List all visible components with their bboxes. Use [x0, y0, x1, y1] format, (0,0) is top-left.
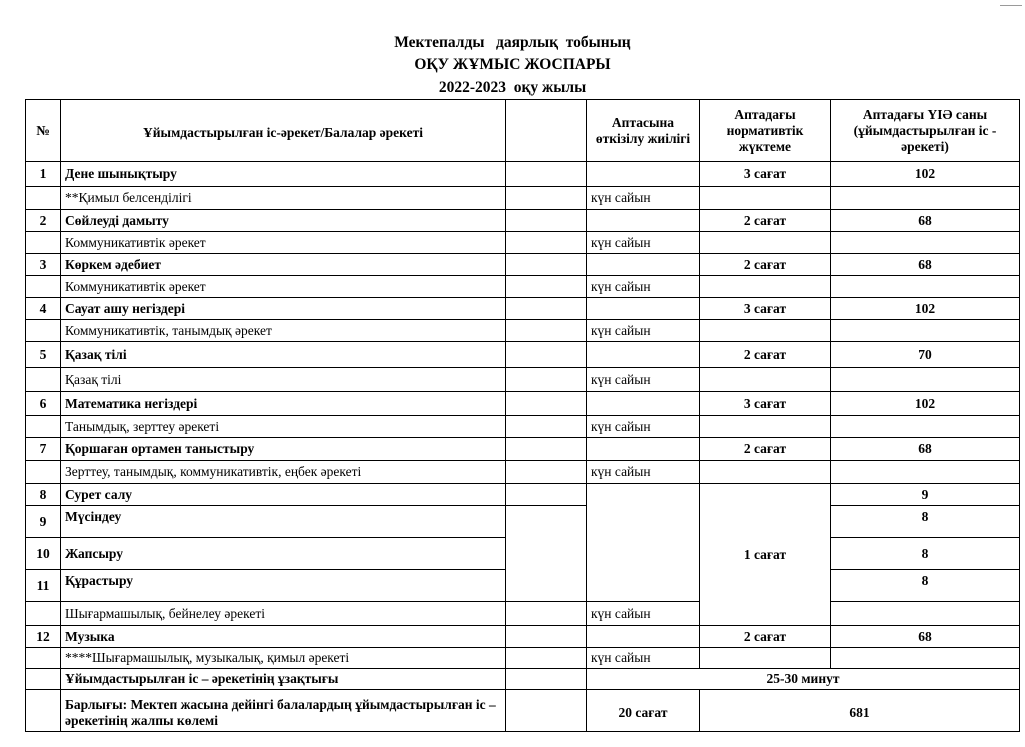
total-hours: 20 сағат — [587, 690, 700, 732]
row-sub: Қазақ тілі — [61, 368, 506, 392]
row-count: 8 — [831, 538, 1020, 570]
row-freq: күн сайын — [587, 276, 700, 298]
duration-row — [26, 669, 1020, 690]
row-name: Құрастыру — [61, 570, 506, 602]
col-header-num: № — [26, 100, 61, 162]
empty-cell — [587, 162, 700, 187]
row-name: Математика негіздері — [61, 392, 506, 416]
empty-cell — [587, 210, 700, 232]
row-num: 5 — [26, 342, 61, 368]
empty-cell — [506, 690, 587, 732]
table-row — [26, 392, 1020, 416]
total-label: Барлығы: Мектеп жасына дейінгі балалардың ұйымдастырылған іс – әрекетінің жалпы көлемі — [61, 690, 506, 732]
empty-cell — [700, 461, 831, 484]
row-load: 2 сағат — [700, 342, 831, 368]
empty-cell — [26, 461, 61, 484]
empty-cell — [831, 368, 1020, 392]
empty-cell — [831, 276, 1020, 298]
empty-cell — [506, 320, 587, 342]
col-header-norm-load: Аптадағы нормативтік жүктеме — [700, 100, 831, 162]
row-num: 2 — [26, 210, 61, 232]
duration-label: Ұйымдастырылған іс – әрекетінің ұзақтығы — [61, 669, 506, 690]
empty-cell — [506, 276, 587, 298]
empty-cell — [506, 416, 587, 438]
table-row — [26, 210, 1020, 232]
col-header-frequency: Аптасына өткізілу жиілігі — [587, 100, 700, 162]
empty-cell — [506, 648, 587, 669]
row-num: 3 — [26, 254, 61, 276]
empty-cell — [831, 187, 1020, 210]
row-count: 102 — [831, 298, 1020, 320]
row-num: 9 — [26, 506, 61, 538]
row-load: 3 сағат — [700, 298, 831, 320]
empty-cell — [587, 298, 700, 320]
row-freq: күн сайын — [587, 320, 700, 342]
col-header-empty — [506, 100, 587, 162]
table-subrow — [26, 602, 1020, 626]
empty-cell — [506, 669, 587, 690]
empty-cell — [700, 187, 831, 210]
row-num: 6 — [26, 392, 61, 416]
row-freq: күн сайын — [587, 187, 700, 210]
study-plan-table — [25, 99, 1020, 732]
row-num: 11 — [26, 570, 61, 602]
row-sub: **Қимыл белсенділігі — [61, 187, 506, 210]
row-num: 1 — [26, 162, 61, 187]
row-name: Көркем әдебиет — [61, 254, 506, 276]
empty-cell — [587, 254, 700, 276]
table-row — [26, 438, 1020, 461]
empty-cell — [506, 368, 587, 392]
empty-cell — [26, 276, 61, 298]
empty-cell — [700, 276, 831, 298]
row-freq: күн сайын — [587, 648, 700, 669]
empty-cell — [506, 602, 587, 626]
table-subrow — [26, 187, 1020, 210]
row-count: 102 — [831, 392, 1020, 416]
empty-cell — [700, 416, 831, 438]
empty-cell — [506, 392, 587, 416]
empty-cell — [26, 648, 61, 669]
row-load: 2 сағат — [700, 210, 831, 232]
total-count: 681 — [700, 690, 1020, 732]
row-num: 10 — [26, 538, 61, 570]
empty-cell — [26, 368, 61, 392]
row-freq: күн сайын — [587, 461, 700, 484]
empty-cell — [700, 368, 831, 392]
row-count: 70 — [831, 342, 1020, 368]
row-freq: күн сайын — [587, 368, 700, 392]
table-row — [26, 484, 1020, 506]
table-row — [26, 298, 1020, 320]
row-name: Қоршаған ортамен таныстыру — [61, 438, 506, 461]
header-line-1: Мектепалды даярлық тобының — [394, 34, 631, 51]
table-subrow — [26, 276, 1020, 298]
empty-cell — [26, 690, 61, 732]
empty-cell — [26, 602, 61, 626]
row-load: 2 сағат — [700, 254, 831, 276]
row-num: 4 — [26, 298, 61, 320]
header-line-2: ОҚУ ЖҰМЫС ЖОСПАРЫ — [414, 56, 611, 73]
empty-cell — [506, 626, 587, 648]
row-sub: Танымдық, зерттеу әрекеті — [61, 416, 506, 438]
row-load: 2 сағат — [700, 438, 831, 461]
empty-cell — [506, 298, 587, 320]
empty-cell — [506, 187, 587, 210]
table-subrow — [26, 416, 1020, 438]
row-count: 68 — [831, 626, 1020, 648]
row-sub: ****Шығармашылық, музыкалық, қимыл әрекеті — [61, 648, 506, 669]
header-row — [26, 100, 1020, 162]
row-freq: күн сайын — [587, 232, 700, 254]
row-count: 68 — [831, 438, 1020, 461]
table-subrow — [26, 461, 1020, 484]
row-count: 68 — [831, 210, 1020, 232]
empty-cell — [831, 232, 1020, 254]
empty-cell — [831, 602, 1020, 626]
empty-cell — [587, 626, 700, 648]
col-header-activity: Ұйымдастырылған іс-әрекет/Балалар әрекеті — [61, 100, 506, 162]
row-count: 8 — [831, 506, 1020, 538]
empty-cell — [506, 461, 587, 484]
empty-cell — [700, 320, 831, 342]
table-row — [26, 162, 1020, 187]
row-freq: күн сайын — [587, 602, 700, 626]
table-subrow — [26, 368, 1020, 392]
empty-cell — [587, 438, 700, 461]
row-num: 7 — [26, 438, 61, 461]
row-sub: Зерттеу, танымдық, коммуникативтік, еңбек әрекеті — [61, 461, 506, 484]
empty-cell — [506, 210, 587, 232]
row-name: Қазақ тілі — [61, 342, 506, 368]
table-row — [26, 626, 1020, 648]
row-freq: күн сайын — [587, 416, 700, 438]
row-sub: Коммуникативтік, танымдық әрекет — [61, 320, 506, 342]
row-num: 8 — [26, 484, 61, 506]
row-count: 9 — [831, 484, 1020, 506]
corner-line — [1000, 5, 1022, 6]
row-name: Музыка — [61, 626, 506, 648]
empty-cell — [26, 416, 61, 438]
row-load: 3 сағат — [700, 392, 831, 416]
table-subrow — [26, 320, 1020, 342]
row-num: 12 — [26, 626, 61, 648]
empty-cell — [587, 392, 700, 416]
empty-cell — [506, 484, 587, 506]
row-name: Дене шынықтыру — [61, 162, 506, 187]
row-sub: Коммуникативтік әрекет — [61, 276, 506, 298]
empty-cell — [700, 648, 831, 669]
empty-cell — [831, 648, 1020, 669]
table-row — [26, 254, 1020, 276]
row-count: 102 — [831, 162, 1020, 187]
header-line-3: 2022-2023 оқу жылы — [438, 79, 587, 96]
row-name: Сурет салу — [61, 484, 506, 506]
row-sub: Коммуникативтік әрекет — [61, 232, 506, 254]
row-load: 2 сағат — [700, 626, 831, 648]
empty-cell — [506, 254, 587, 276]
row-name: Сөйлеуді дамыту — [61, 210, 506, 232]
empty-cell — [26, 669, 61, 690]
row-count: 8 — [831, 570, 1020, 602]
empty-cell — [506, 162, 587, 187]
row-load: 3 сағат — [700, 162, 831, 187]
table-subrow — [26, 232, 1020, 254]
row-name: Жапсыру — [61, 538, 506, 570]
table-subrow — [26, 648, 1020, 669]
empty-cell — [831, 416, 1020, 438]
art-group-load: 1 сағат — [700, 484, 831, 626]
empty-cell — [831, 320, 1020, 342]
empty-cell — [506, 438, 587, 461]
empty-cell — [26, 320, 61, 342]
merged-empty-cell — [506, 506, 587, 602]
duration-value: 25-30 минут — [587, 669, 1020, 690]
empty-cell — [506, 342, 587, 368]
row-name: Сауат ашу негіздері — [61, 298, 506, 320]
empty-cell — [831, 461, 1020, 484]
row-name: Мүсіндеу — [61, 506, 506, 538]
table-row — [26, 506, 1020, 538]
empty-cell — [26, 232, 61, 254]
row-count: 68 — [831, 254, 1020, 276]
merged-empty-cell — [587, 484, 700, 602]
empty-cell — [587, 342, 700, 368]
row-sub: Шығармашылық, бейнелеу әрекеті — [61, 602, 506, 626]
empty-cell — [700, 232, 831, 254]
empty-cell — [506, 232, 587, 254]
total-row — [26, 690, 1020, 732]
table-row — [26, 342, 1020, 368]
empty-cell — [26, 187, 61, 210]
col-header-count: Аптадағы ҮІӘ саны (ұйымдастырылған іс - әрекеті) — [831, 100, 1020, 162]
